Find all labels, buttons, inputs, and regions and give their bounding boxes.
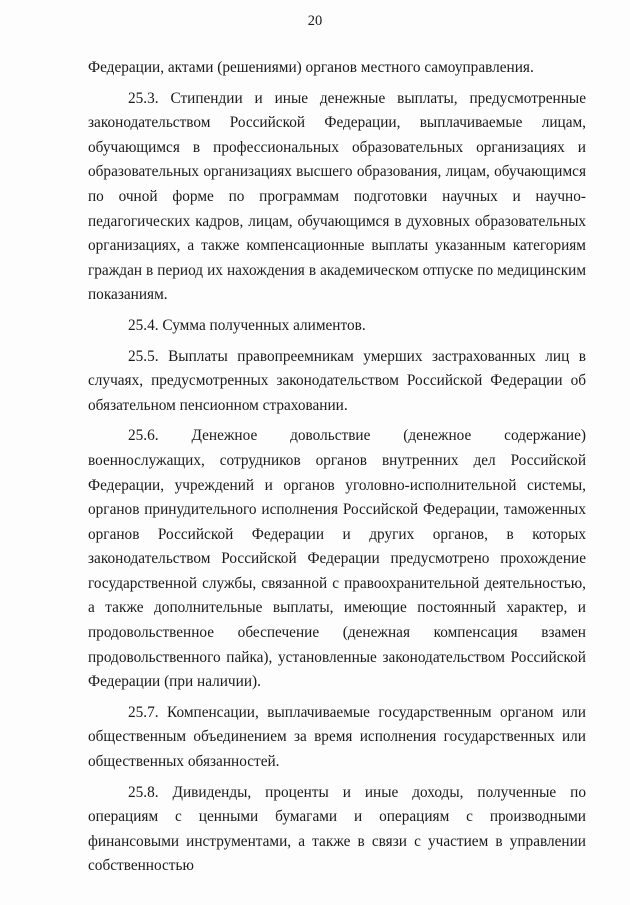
paragraph-25-5: 25.5. Выплаты правопреемникам умерших застрахованных лиц в случаях, предусмотренных законодательством Российской Федерации об обязательном пенсионном страховании. [88, 347, 586, 414]
paragraph-25-4: 25.4. Сумма полученных алиментов. [128, 316, 366, 334]
paragraph-25-6: 25.6. Денежное довольствие (денежное содержание) военнослужащих, сотрудников органов внутренних дел Российской Федерации, учреждений и органов уголовно-исполнительной системы, органов принудительного исполнения Российской Федерации, таможенных органов Российской Федерации и других органов, в которых законодательством Российской Федерации предусмотрено прохождение государственной службы, связанной с правоохранительной деятельностью, а также дополнительные выплаты, имеющие постоянный характер, и продовольственное обеспечение (денежная компенсация взамен продовольственного пайка), установленные законодательством Российской Федерации (при наличии). [88, 427, 586, 691]
paragraph-25-3: 25.3. Стипендии и иные денежные выплаты, предусмотренные законодательством Российской Федерации, выплачиваемые лицам, обучающимся в профессиональных образовательных организациях и образовательных организациях высшего образования, лицам, обучающимся по очной форме по программам подготовки научных и научно-педагогических кадров, лицам, обучающимся в духовных образовательных организациях, а также компенсационные выплаты указанным категориям граждан в период их нахождения в академическом отпуске по медицинским показаниям. [88, 89, 586, 304]
page-number: 20 [307, 13, 323, 29]
document-body [88, 56, 586, 879]
paragraph-25-8: 25.8. Дивиденды, проценты и иные доходы, полученные по операциям с ценными бумагами и операциям с производными финансовыми инструментами, а также в связи с участием в управлении собственностью [88, 783, 586, 875]
paragraph-25-7: 25.7. Компенсации, выплачиваемые государственным органом или общественным объединением за время исполнения государственных или общественных обязанностей. [88, 703, 586, 771]
paragraph-continuation: Федерации, актами (решениями) органов местного самоуправления. [88, 59, 534, 76]
